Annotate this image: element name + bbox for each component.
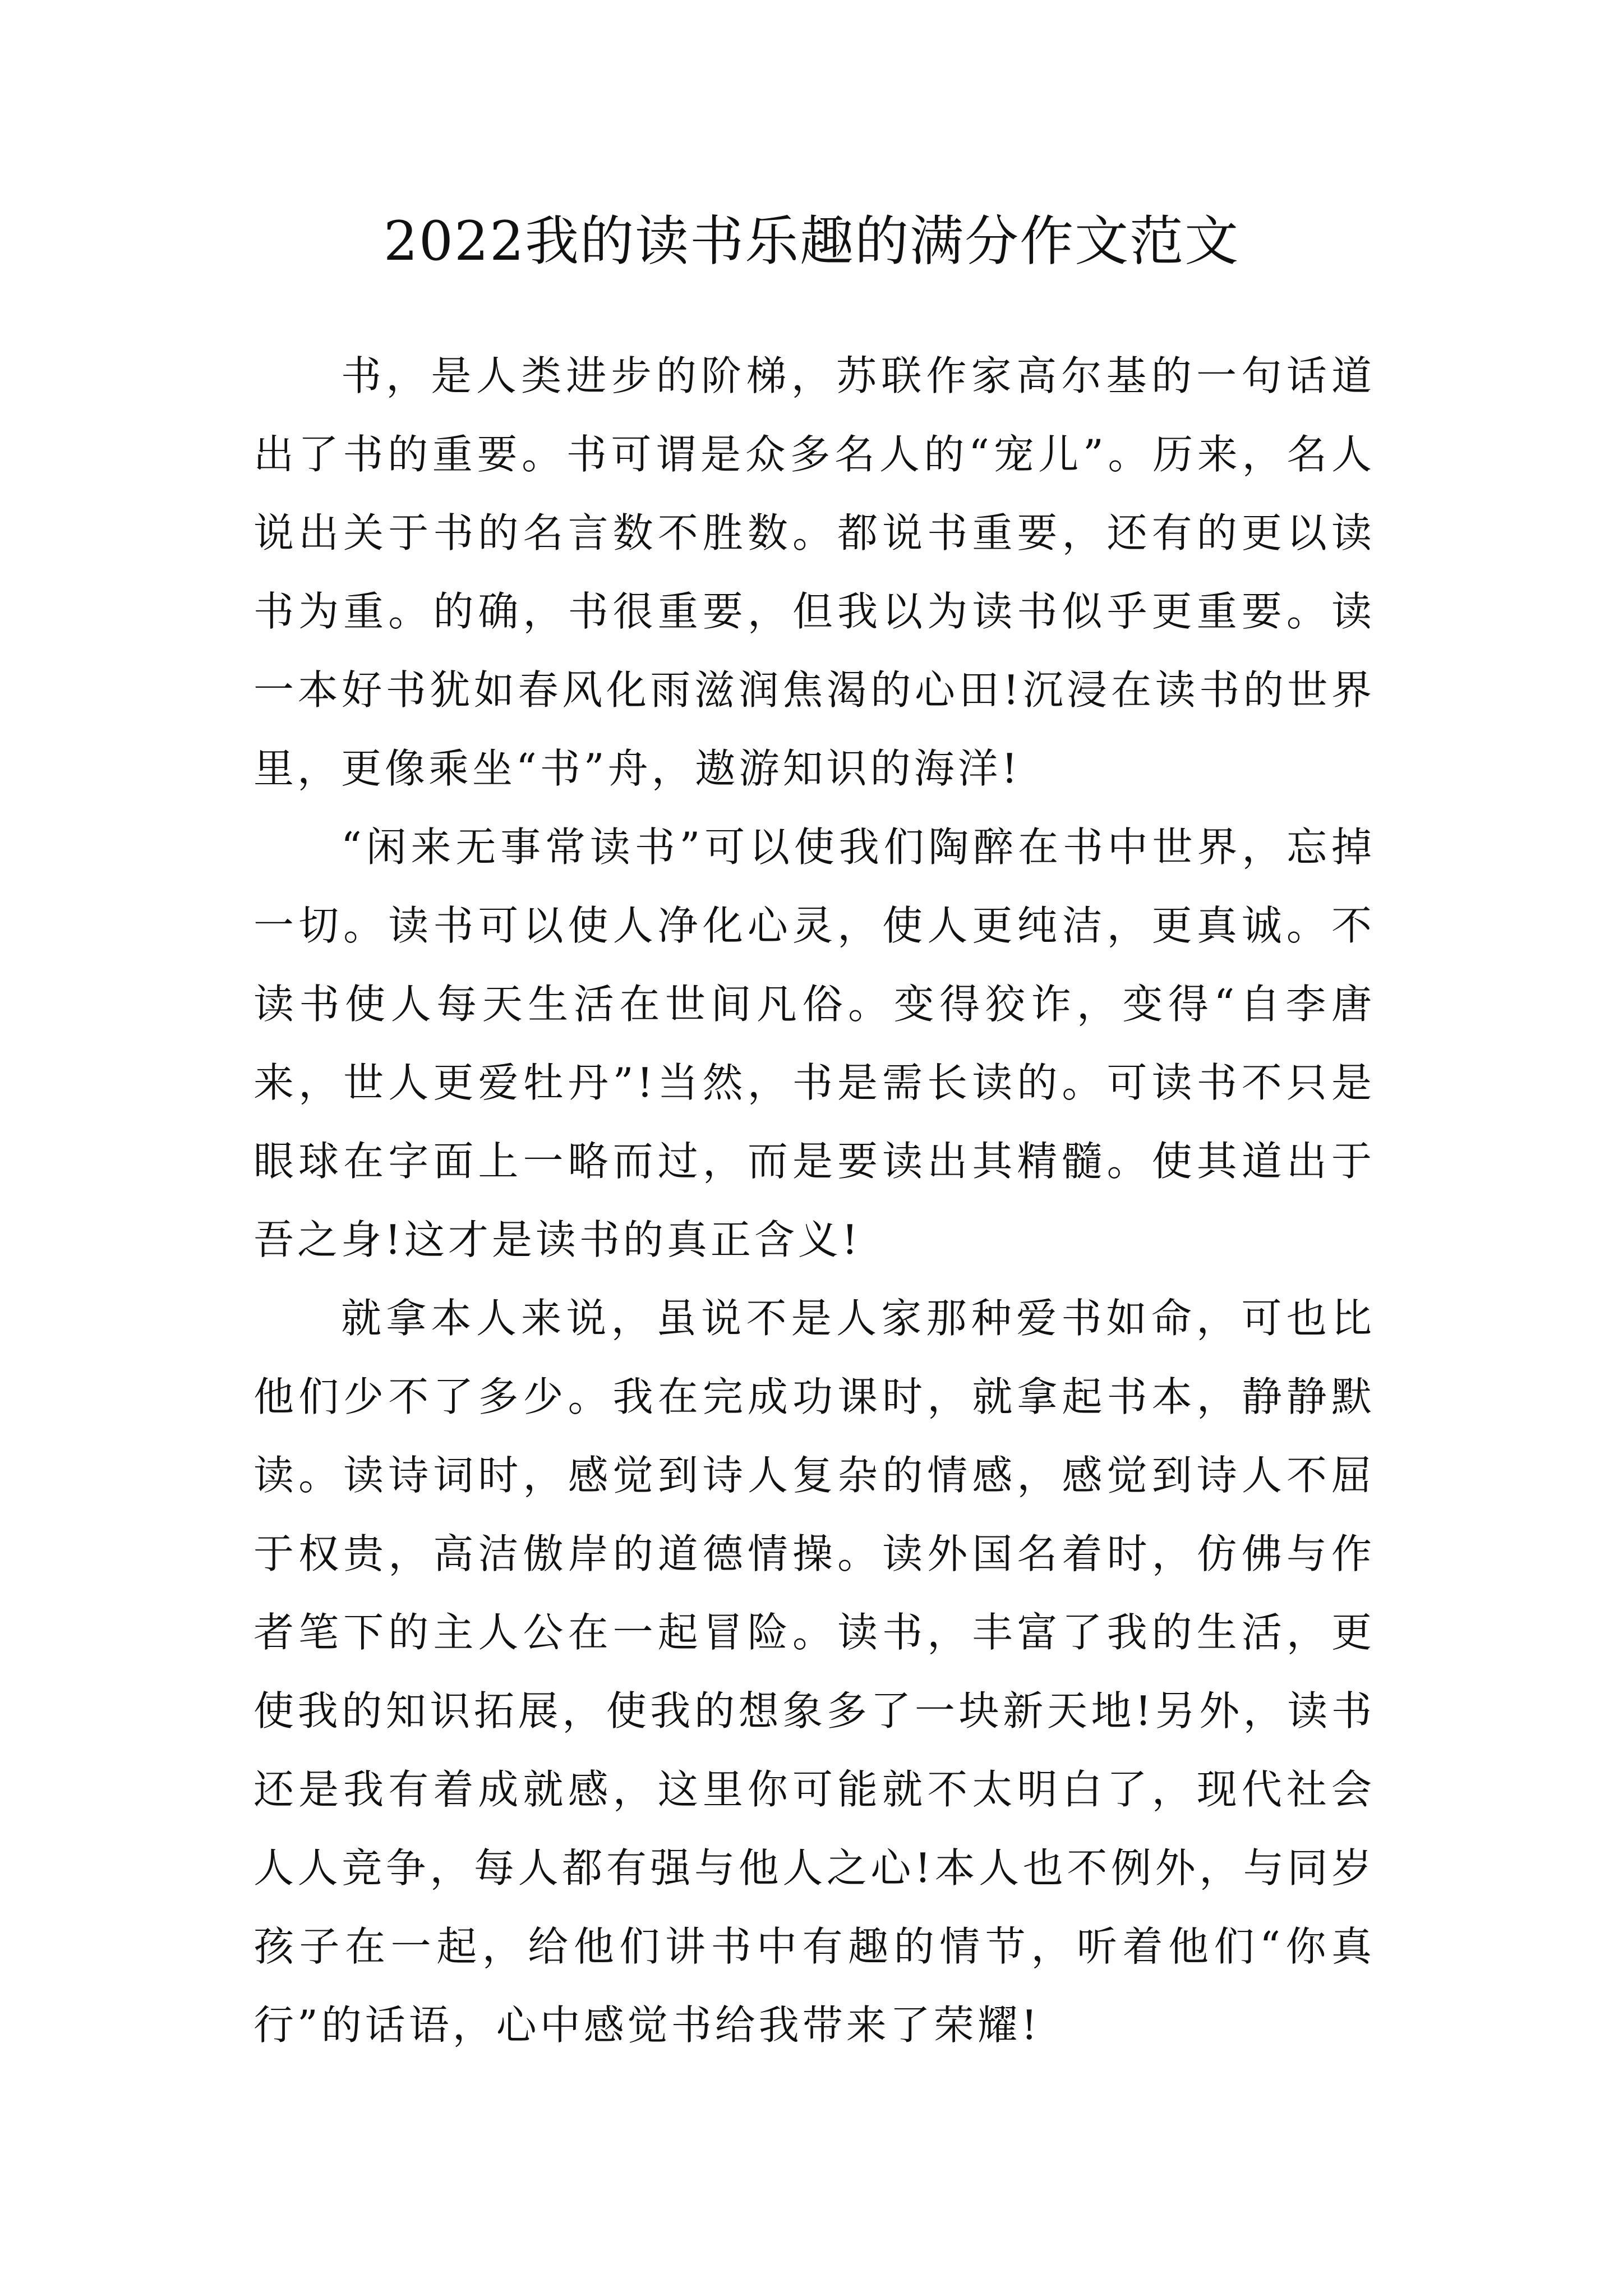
paragraph-1: 书，是人类进步的阶梯，苏联作家高尔基的一句话道出了书的重要。书可谓是众多名人的“宠儿”。历来，名人说出关于书的名言数不胜数。都说书重要，还有的更以读书为重。的确，书很重要，但我以为读书似乎更重要。读一本好书犹如春风化雨滋润焦渴的心田!沉浸在读书的世界里，更像乘坐“书”舟，遨游知识的海洋! [253,352,1375,792]
document-title: 2022我的读书乐趣的满分作文范文 [383,210,1240,273]
paragraph-3: 就拿本人来说，虽说不是人家那种爱书如命，可也比他们少不了多少。我在完成功课时，就拿起书本，静静默读。读诗词时，感觉到诗人复杂的情感，感觉到诗人不屈于权贵，高洁傲岸的道德情操。读外国名着时，仿佛与作者笔下的主人公在一起冒险。读书，丰富了我的生活，更使我的知识拓展，使我的想象多了一块新天地!另外，读书还是我有着成就感，这里你可能就不太明白了，现代社会人人竞争，每人都有强与他人之心!本人也不例外，与同岁孩子在一起，给他们讲书中有趣的情节，听着他们“你真行”的话语，心中感觉书给我带来了荣耀! [253,1295,1375,2049]
paragraph-2: “闲来无事常读书”可以使我们陶醉在书中世界，忘掉一切。读书可以使人净化心灵，使人更纯洁，更真诚。不读书使人每天生活在世间凡俗。变得狡诈，变得“自李唐来，世人更爱牡丹”!当然，书是需长读的。可读书不只是眼球在字面上一略而过，而是要读出其精髓。使其道出于吾之身!这才是读书的真正含义! [253,823,1375,1263]
document-body [253,337,1375,2064]
